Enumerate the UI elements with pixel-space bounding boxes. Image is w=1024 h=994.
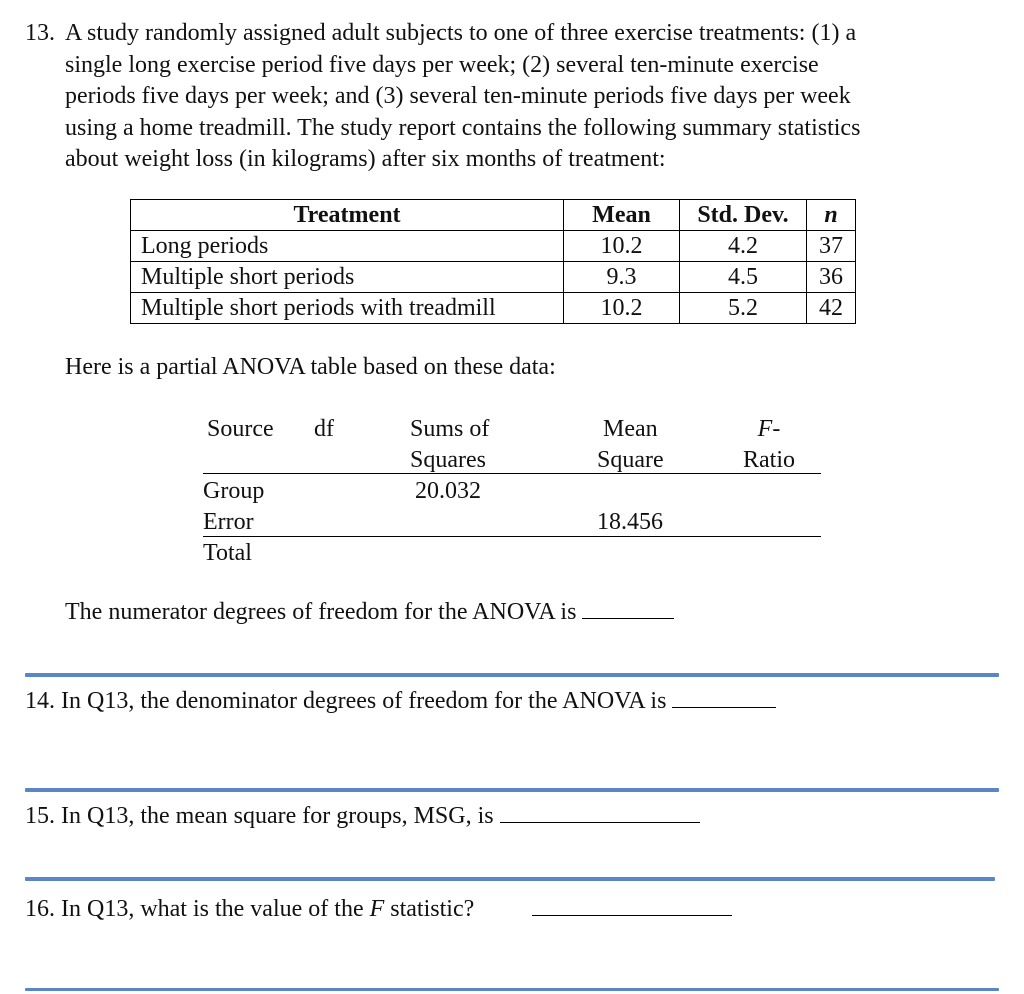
header-std-dev: Std. Dev. — [680, 200, 807, 231]
mean-cell: 9.3 — [564, 262, 680, 293]
answer-blank-13[interactable] — [582, 596, 674, 619]
header-mean: Mean — [564, 200, 680, 231]
treatment-cell: Multiple short periods with treadmill — [131, 293, 564, 324]
anova-error-rule — [203, 536, 821, 537]
table-row — [131, 231, 856, 262]
table-row — [131, 262, 856, 293]
sd-cell: 4.5 — [680, 262, 807, 293]
n-cell: 37 — [807, 231, 856, 262]
anova-error-ms: 18.456 — [597, 509, 663, 535]
anova-group-ss: 20.032 — [415, 478, 481, 504]
sd-cell: 5.2 — [680, 293, 807, 324]
anova-intro-text: Here is a partial ANOVA table based on these data: — [65, 354, 556, 380]
table-row — [131, 293, 856, 324]
separator-line — [25, 673, 999, 677]
anova-header-rule — [203, 473, 821, 474]
question-13-number: 13. — [25, 20, 55, 46]
question-16: 16. In Q13, what is the value of the F statistic? — [25, 893, 732, 923]
answer-blank-16[interactable] — [532, 893, 732, 916]
question-14: 14. In Q13, the denominator degrees of freedom for the ANOVA is — [25, 685, 776, 715]
anova-row-group: Group — [203, 478, 265, 504]
anova-header-source: Source — [207, 416, 274, 442]
table-header-row — [131, 200, 856, 231]
n-cell: 36 — [807, 262, 856, 293]
separator-line — [25, 988, 999, 991]
question-15: 15. In Q13, the mean square for groups, MSG, is — [25, 800, 700, 830]
anova-header-f: F- Ratio — [743, 416, 795, 473]
mean-cell: 10.2 — [564, 293, 680, 324]
separator-line — [25, 877, 995, 881]
question-13-text: 13. A study randomly assigned adult subjects to one of three exercise treatments: (1) a single long exercise period five days per week; (2) several ten-minute exercise periods five days per week; and (3) several ten-minute periods five days per week using a home treadmill. The study report contains the following summary statistics about weight loss (in kilograms) after six months of treatment: — [25, 20, 861, 172]
anova-header-ss: Sums of Squares — [410, 416, 490, 473]
anova-table — [203, 414, 821, 574]
sd-cell: 4.2 — [680, 231, 807, 262]
question-13-prompt: The numerator degrees of freedom for the ANOVA is — [65, 596, 674, 626]
treatment-cell: Long periods — [131, 231, 564, 262]
anova-header-ms: Mean Square — [597, 416, 664, 473]
separator-line — [25, 788, 999, 792]
header-treatment: Treatment — [131, 200, 564, 231]
treatment-cell: Multiple short periods — [131, 262, 564, 293]
n-cell: 42 — [807, 293, 856, 324]
header-n: n — [807, 200, 856, 231]
answer-blank-15[interactable] — [500, 800, 700, 823]
anova-row-total: Total — [203, 540, 252, 566]
mean-cell: 10.2 — [564, 231, 680, 262]
anova-row-error: Error — [203, 509, 254, 535]
summary-statistics-table — [130, 199, 856, 324]
anova-header-df: df — [314, 416, 334, 442]
answer-blank-14[interactable] — [672, 685, 776, 708]
